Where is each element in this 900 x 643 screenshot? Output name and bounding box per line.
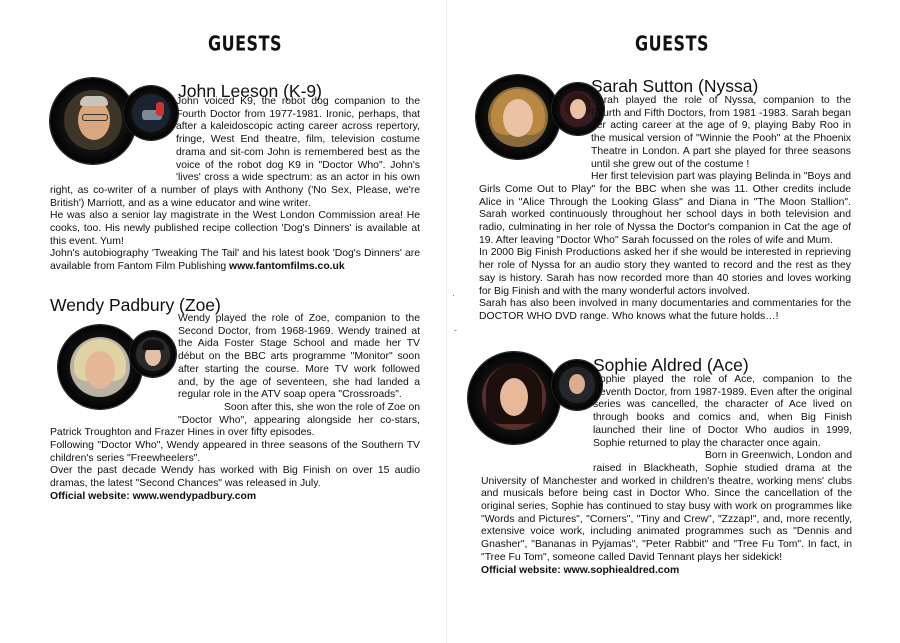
- wendy-padbury-bio-p4: Over the past decade Wendy has worked with Big Finish on over 15 audio dramas, the latest "Second Chances" was released in July.: [50, 465, 420, 490]
- john-leeson-bio-p1: John voiced K9, the robot dog companion to the Fourth Doctor from 1977-1981. Ironic, perhaps, that after a kaleidoscopic acting career across repertory, fringe, West End theatre, film, television costume drama and sit-com John is remembered best as the voice of the robot dog K9 in "Doctor Who". John's 'lives' cross a wide spectrum: as an actor in his own right, as co-writer of a number of plays with Anthony ('No Sex, Please, we're British') Marriott, and as a wine educator and wine writer.: [50, 96, 420, 209]
- sophie-aldred-bio-p2: Born in Greenwich, London and raised in Blackheath, Sophie studied drama at the University of Manchester and worked in children's theatre, working mens' clubs and musicals before being cast in Doctor Who. Since the cancellation of the original series, Sophie has continued to stay busy with work on programmes like "Words and Pictures", "Corners", "Tiny and Crew", "Zzzap!", and, more recently, extensive voice work, including animated programmes such as "Dennis and Gnasher", "Bananas in Pyjamas", "Peter Rabbit" and "Tree Fu Tom". In fact, in "Tree Fu Tom", someone called David Tennant plays her sidekick!: [481, 450, 852, 563]
- fantom-films-website: www.fantomfilms.co.uk: [229, 261, 345, 273]
- left-page: [0, 0, 446, 643]
- wendy-padbury-bio-p1: Wendy played the role of Zoe, companion to the Second Doctor, from 1968-1969. Wendy trained at the Aida Foster Stage School and made her TV début on the BBC arts programme "Monitor" soon after starting the course. More TV work followed and, by the age of seventeen, she had landed a regular role in the ATV soap opera "Crossroads".: [178, 313, 420, 401]
- wendy-padbury-name: Wendy Padbury (Zoe): [50, 295, 221, 315]
- john-leeson-bio-p2: He was also a senior lay magistrate in the West London Commission area! He cooks, too. His newly published recipe collection 'Dog's Dinners' is available at this event. Yum!: [50, 210, 420, 247]
- john-leeson-bio: [50, 96, 420, 274]
- sophie-aldred-bio: [481, 374, 852, 577]
- sarah-sutton-bio-p2: Her first television part was playing Belinda in "Boys and Girls Come Out to Play" for the BBC when she was 11. Other credits include Alice in "Alice Through the Looking Glass" and Diana in "The Moon Stallion". Sarah worked continuously throughout her school days in both television and radio, culminating in her role of Nyssa the Doctor's companion in Cat the age of 19. After leaving "Doctor Who" Sarah focussed on the roles of wife and Mum.: [479, 171, 851, 246]
- wendy-padbury-website: Official website: www.wendypadbury.com: [50, 490, 257, 502]
- page-speck: ·: [452, 290, 455, 300]
- john-leeson-name: John Leeson (K-9): [178, 81, 322, 101]
- sarah-sutton-bio-p3: In 2000 Big Finish Productions asked her if she would be interested in reprieving her role of Nyssa for an audio story they wanted to record and the rest as they say is history. Sarah has now recorded more than 40 stories and loves working for Big Finish and with the many wonderful actors involved.: [479, 247, 851, 297]
- wendy-padbury-bio-p2: Soon after this, she won the role of Zoe on "Doctor Who", appearing alongside her co-stars, Patrick Troughton and Frazer Hines in over fifty episodes.: [50, 401, 420, 439]
- sarah-sutton-bio: [479, 95, 851, 324]
- sarah-sutton-bio-p4: Sarah has also been involved in many documentaries and commentaries for the DOCTOR WHO DVD range. Who knows what the future holds…!: [479, 298, 851, 322]
- guests-header-left: GUESTS: [208, 31, 283, 56]
- wendy-padbury-bio-p3: Following "Doctor Who", Wendy appeared in three seasons of the Southern TV children's series "Freewheelers".: [50, 440, 420, 464]
- guests-header-right: GUESTS: [635, 31, 710, 56]
- page-speck: -: [454, 325, 457, 335]
- right-page: [446, 0, 900, 643]
- john-leeson-bio-p3: John's autobiography 'Tweaking The Tail' and his latest book 'Dog's Dinners' are available from Fantom Film Publishing www.fantomfilms.co.uk: [50, 248, 420, 273]
- sophie-aldred-name: Sophie Aldred (Ace): [593, 355, 749, 375]
- sarah-sutton-name: Sarah Sutton (Nyssa): [591, 76, 759, 96]
- sophie-aldred-website: Official website: www.sophiealdred.com: [481, 564, 680, 576]
- sarah-sutton-bio-p1: Sarah played the role of Nyssa, companion to the Fourth and Fifth Doctors, from 1981 -1983. Sarah began her acting career at the age of 9, playing Baby Roo in the musical version of "Winnie the Pooh" at the Phoenix Theatre in London. A part she played for three seasons until she grew out of the costume !: [591, 95, 851, 170]
- sophie-aldred-bio-p1: Sophie played the role of Ace, companion to the Seventh Doctor, from 1987-1989. Even after the original series was cancelled, the character of Ace lived on through books and comics and, when Big Finish launched their line of Doctor Who audios in 1999, Sophie returned to play the character once again.: [593, 374, 852, 449]
- wendy-padbury-bio: [50, 313, 420, 504]
